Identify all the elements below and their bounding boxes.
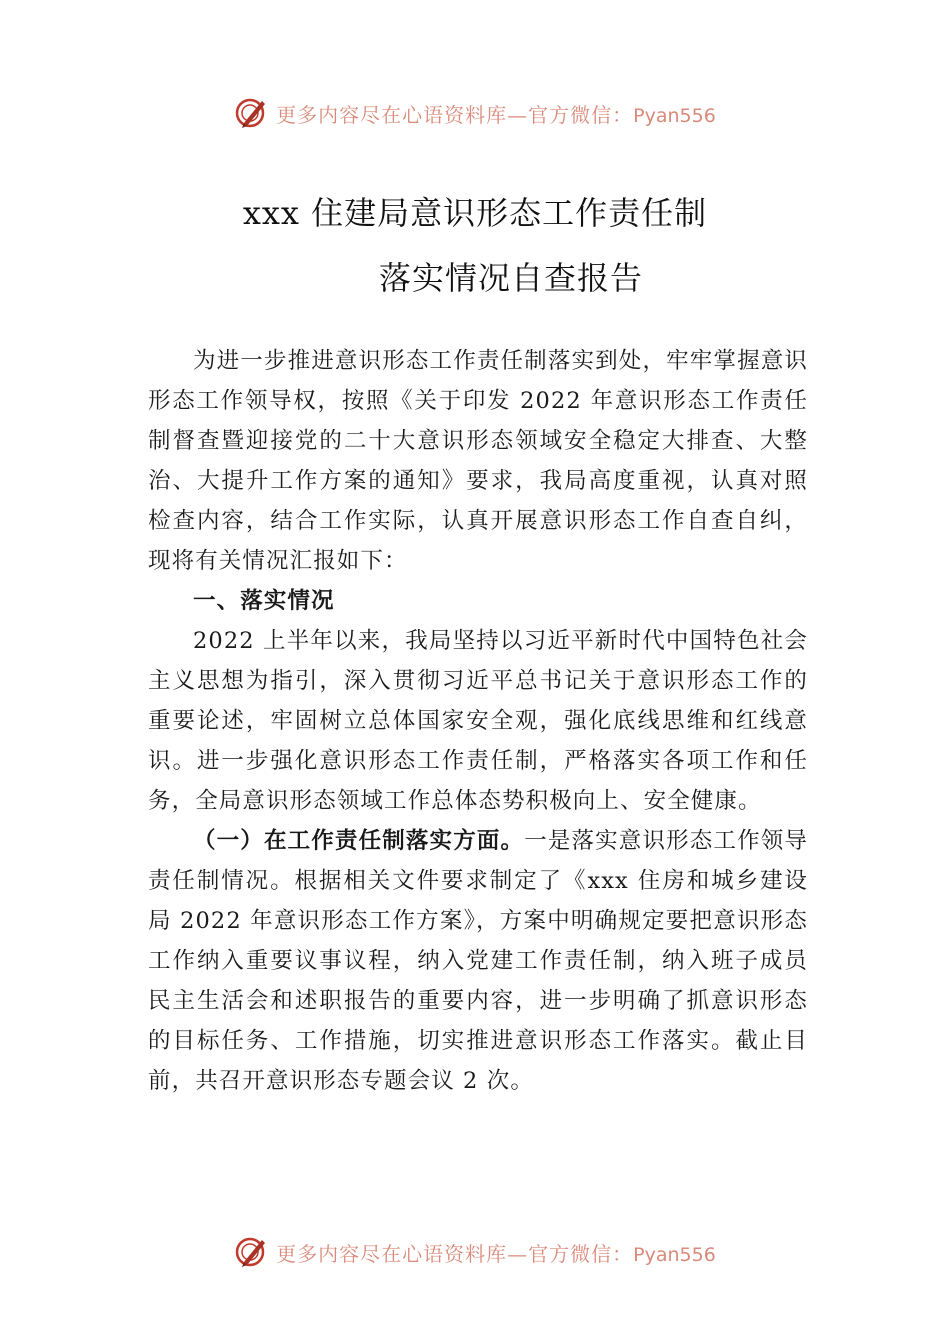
document-body — [148, 341, 808, 1101]
subsection-1-lead: （一）在工作责任制落实方面。 — [193, 828, 525, 854]
section-1-paragraph: 2022 上半年以来，我局坚持以习近平新时代中国特色社会主义思想为指引，深入贯彻习近平总书记关于意识形态工作的重要论述，牢固树立总体国家安全观，强化底线思维和红线意识。进一步强化意识形态工作责任制，严格落实各项工作和任务，全局意识形态领域工作总体态势积极向上、安全健康。 — [148, 628, 808, 814]
watermark-wechat-id: Pyan556 — [633, 104, 716, 127]
intro-paragraph: 为进一步推进意识形态工作责任制落实到处，牢牢掌握意识形态工作领导权，按照《关于印发 2022 年意识形态工作责任制督查暨迎接党的二十大意识形态领域安全稳定大排查、大整治、大提升工作方案的通知》要求，我局高度重视，认真对照检查内容，结合工作实际，认真开展意识形态工作自查自纠，现将有关情况汇报如下： — [148, 348, 808, 574]
watermark-wechat-id: Pyan556 — [633, 1243, 716, 1266]
document-title-line-2: 落实情况自查报告 — [378, 259, 643, 297]
section-heading-1: 一、落实情况 — [193, 588, 335, 614]
document-title-line-1: xxx 住建局意识形态工作责任制 — [242, 194, 708, 232]
pen-logo-icon — [234, 1234, 270, 1270]
watermark-header — [0, 93, 950, 133]
pen-logo-icon — [234, 95, 270, 131]
watermark-text: 更多内容尽在心语资料库—官方微信：Pyan556 — [276, 1241, 716, 1266]
subsection-1-paragraph: （一）在工作责任制落实方面。一是落实意识形态工作领导责任制情况。根据相关文件要求制定了《xxx 住房和城乡建设局 2022 年意识形态工作方案》，方案中明确规定要把意识形态工作纳入重要议事议程，纳入党建工作责任制，纳入班子成员民主生活会和述职报告的重要内容，进一步明确了抓意识形态的目标任务、工作措施，切实推进意识形态工作落实。截止目前，共召开意识形态专题会议 2 次。 — [148, 828, 808, 1094]
watermark-footer — [0, 1232, 950, 1272]
watermark-text: 更多内容尽在心语资料库—官方微信：Pyan556 — [276, 102, 716, 127]
